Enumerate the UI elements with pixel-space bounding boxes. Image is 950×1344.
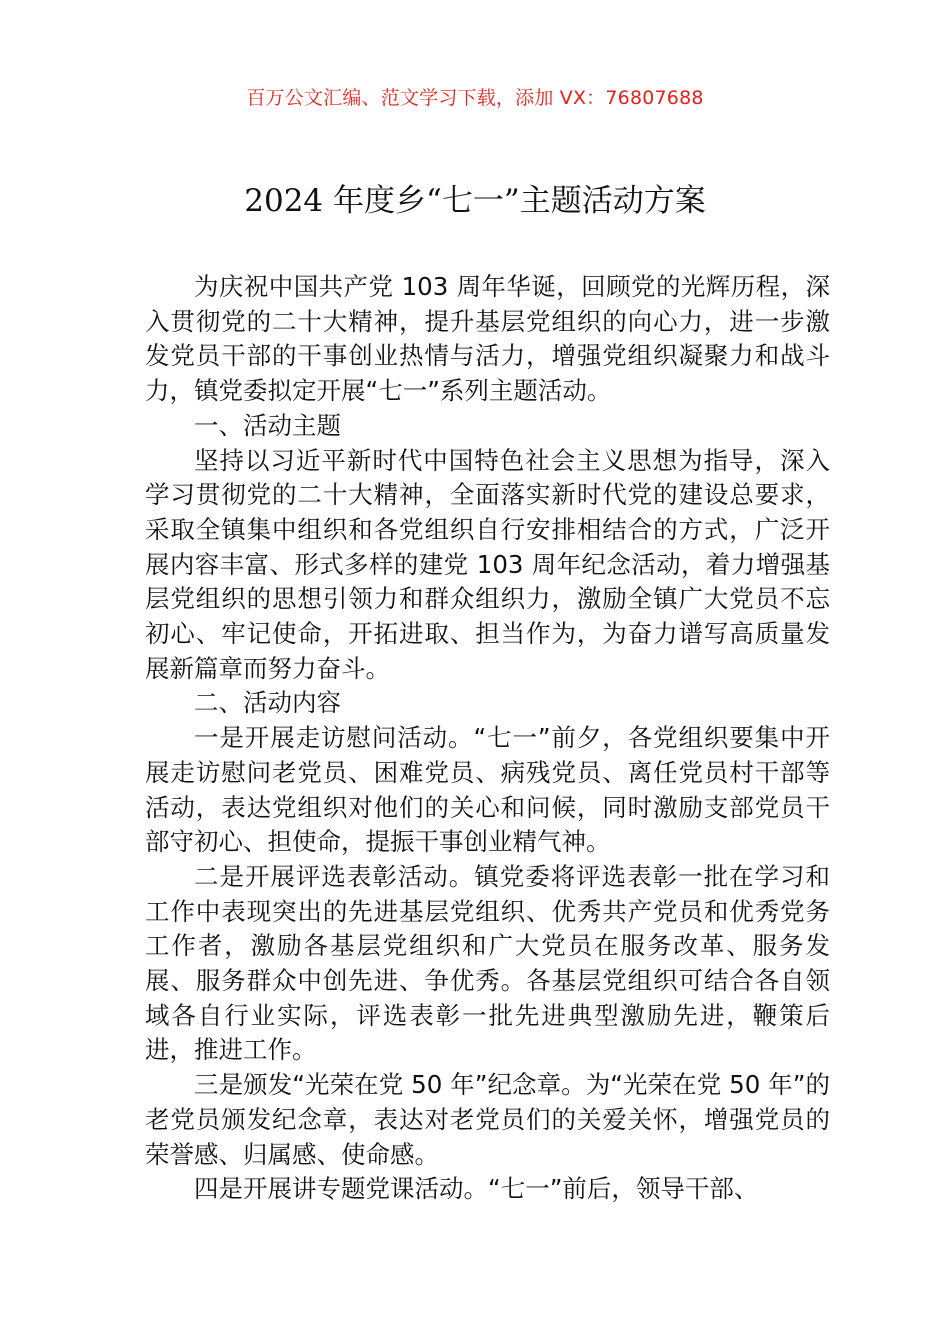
content-item-award: 二是开展评选表彰活动。镇党委将评选表彰一批在学习和工作中表现突出的先进基层党组织、优秀共产党员和优秀党务工作者，激励各基层党组织和广大党员在服务改革、服务发展、服务群众中创先进、争优秀。各基层党组织可结合各自领域各自行业实际，评选表彰一批先进典型激励先进，鞭策后进，推进工作。 [145,861,830,1065]
section-heading-theme: 一、活动主题 [194,410,341,440]
intro-paragraph: 为庆祝中国共产党 103 周年华诞，回顾党的光辉历程，深入贯彻党的二十大精神，提升基层党组织的向心力，进一步激发党员干部的干事创业热情与活力，增强党组织凝聚力和战斗力，镇党委拟定开展“七一”系列主题活动。 [145,272,830,406]
section-heading-content: 二、活动内容 [194,688,341,718]
theme-paragraph: 坚持以习近平新时代中国特色社会主义思想为指导，深入学习贯彻党的二十大精神，全面落实新时代党的建设总要求，采取全镇集中组织和各党组织自行安排相结合的方式，广泛开展内容丰富、形式多样的建党 103 周年纪念活动，着力增强基层党组织的思想引领力和群众组织力，激励全镇广大党员不忘初心、牢记使命，开拓进取、担当作为，为奋力谱写高质量发展新篇章而努力奋斗。 [145,445,830,683]
header-note: 百万公文汇编、范文学习下载，添加 VX：76807688 [246,87,704,109]
content-item-visit: 一是开展走访慰问活动。“七一”前夕，各党组织要集中开展走访慰问老党员、困难党员、病残党员、离任党员村干部等活动，表达党组织对他们的关心和问候，同时激励支部党员干部守初心、担使命，提振干事创业精气神。 [145,723,830,857]
document-body [145,270,830,1207]
content-item-lecture: 四是开展讲专题党课活动。“七一”前后，领导干部、 [194,1174,759,1204]
content-item-medal: 三是颁发“光荣在党 50 年”纪念章。为“光荣在党 50 年”的老党员颁发纪念章，表达对老党员们的关爱关怀，增强党员的荣誉感、归属感、使命感。 [145,1070,830,1169]
document-title: 2024 年度乡“七一”主题活动方案 [244,183,706,219]
